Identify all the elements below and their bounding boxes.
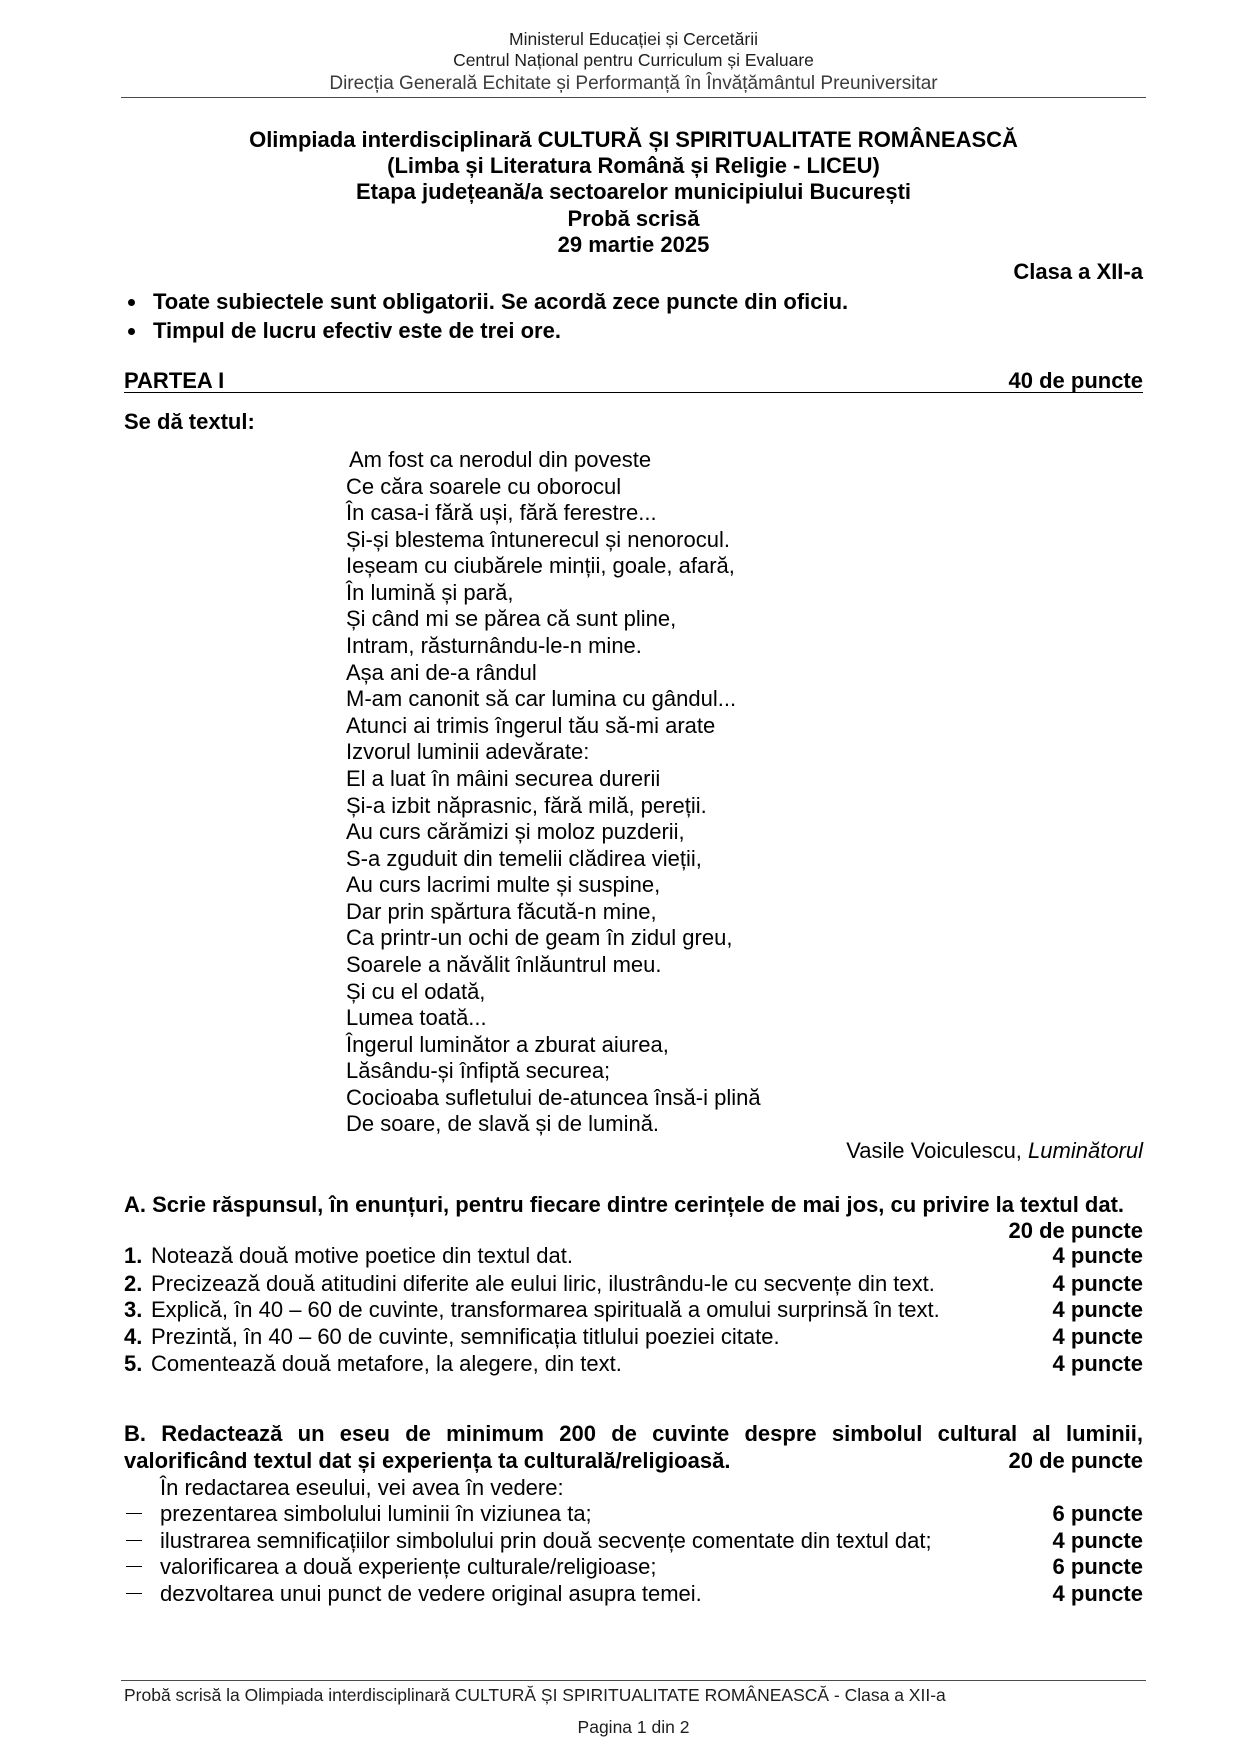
criteria-item — [124, 1501, 1143, 1527]
dash-marker — [126, 1566, 142, 1567]
task-text: Notează două motive poetice din textul dat. — [151, 1242, 573, 1268]
poem-line: De soare, de slavă și de lumină. — [346, 1111, 660, 1137]
poem-line: Atunci ai trimis îngerul tău să-mi arate — [346, 712, 716, 738]
dash-marker — [126, 1540, 142, 1541]
criteria-text: prezentarea simbolului luminii în viziunea ta; — [160, 1500, 592, 1526]
poem — [346, 447, 761, 1138]
poem-line: Ieșeam cu ciubărele minții, goale, afară, — [346, 553, 735, 579]
task-text: Precizează două atitudini diferite ale eului liric, ilustrându-le cu secvențe din text. — [151, 1270, 935, 1296]
section-b-prompt-line2-row — [124, 1448, 1143, 1474]
dash-marker — [126, 1593, 142, 1594]
criteria-item — [124, 1581, 1143, 1607]
bullet-icon — [128, 299, 135, 306]
title-stage: Etapa județeană/a sectoarelor municipiului București — [355, 179, 912, 205]
title-date: 29 martie 2025 — [557, 231, 710, 257]
task-points: 4 puncte — [1052, 1270, 1143, 1296]
poem-line: Lăsându-și înfiptă securea; — [346, 1058, 611, 1084]
instruction-item — [124, 318, 1143, 344]
criteria-text: dezvoltarea unui punct de vedere original asupra temei. — [160, 1580, 702, 1606]
criteria-item — [124, 1528, 1143, 1554]
task-item — [124, 1271, 1143, 1297]
section-b-prompt-line2: valorificând textul dat și experiența ta culturală/religioasă. — [124, 1447, 731, 1473]
poem-line: Și cu el odată, — [346, 978, 486, 1004]
task-points: 4 puncte — [1052, 1242, 1143, 1268]
poem-title: Luminătorul — [1028, 1137, 1143, 1163]
bullet-icon — [128, 328, 135, 335]
section-b-prompt-line1: B. Redactează un eseu de minimum 200 de cuvinte despre simbolul cultural al luminii, — [124, 1420, 1143, 1446]
criteria-text: valorificarea a două experiențe culturale/religioase; — [160, 1553, 657, 1579]
poem-line: Au curs lacrimi multe și suspine, — [346, 872, 661, 898]
poem-line: În lumină și pară, — [346, 579, 514, 605]
header-center: Centrul Național pentru Curriculum și Evaluare — [453, 49, 814, 70]
task-points: 4 puncte — [1052, 1350, 1143, 1376]
criteria-item — [124, 1554, 1143, 1580]
part-label: PARTEA I — [124, 368, 225, 393]
task-number: 4. — [124, 1323, 143, 1349]
task-number: 5. — [124, 1350, 143, 1376]
instruction-text: Timpul de lucru efectiv este de trei ore. — [153, 317, 561, 343]
task-item — [124, 1324, 1143, 1350]
criteria-text: ilustrarea semnificațiilor simbolului prin două secvențe comentate din textul dat; — [160, 1527, 932, 1553]
section-b-intro: În redactarea eseului, vei avea în vedere: — [160, 1474, 564, 1500]
task-text: Explică, în 40 – 60 de cuvinte, transformarea spirituală a omului surprinsă în text. — [151, 1296, 940, 1322]
poem-line: Au curs cărămizi și moloz puzderii, — [346, 819, 685, 845]
task-number: 1. — [124, 1242, 143, 1268]
title-test-type: Probă scrisă — [567, 205, 700, 231]
instruction-item — [124, 289, 1143, 315]
title-olympiad: Olimpiada interdisciplinară CULTURĂ ȘI SPIRITUALITATE ROMÂNEASCĂ — [249, 127, 1018, 152]
poem-line: Și-și blestema întunerecul și nenorocul. — [346, 526, 730, 552]
dash-marker — [126, 1513, 142, 1514]
grade-label: Clasa a XII-a — [1013, 259, 1143, 284]
page-number: Pagina 1 din 2 — [577, 1716, 690, 1737]
poem-line: Ce căra soarele cu oborocul — [346, 473, 622, 499]
poem-line: Dar prin spărtura făcută-n mine, — [346, 898, 657, 924]
poem-line: Am fost ca nerodul din poveste — [349, 447, 652, 472]
footer-text: Probă scrisă la Olimpiada interdisciplinară CULTURĂ ȘI SPIRITUALITATE ROMÂNEASCĂ - Clasa a XII-a — [124, 1685, 946, 1705]
poem-line: S-a zguduit din temelii clădirea vieții, — [346, 845, 702, 871]
criteria-points: 6 puncte — [1052, 1500, 1143, 1526]
criteria-points: 4 puncte — [1052, 1527, 1143, 1553]
task-item — [124, 1243, 1143, 1269]
header-ministry: Ministerul Educației și Cercetării — [509, 29, 758, 49]
poem-line: Și când mi se părea că sunt pline, — [346, 606, 677, 632]
instruction-text: Toate subiectele sunt obligatorii. Se acordă zece puncte din oficiu. — [153, 289, 849, 314]
part-points: 40 de puncte — [1008, 368, 1143, 393]
poem-line: Îngerul luminător a zburat aiurea, — [346, 1031, 669, 1057]
criteria-points: 4 puncte — [1052, 1580, 1143, 1606]
poem-line: Așa ani de-a rândul — [346, 659, 537, 685]
poem-line: Cocioaba sufletului de-atuncea însă-i plină — [346, 1084, 761, 1110]
poem-line: M-am canonit să car lumina cu gândul... — [346, 686, 737, 712]
task-text: Comentează două metafore, la alegere, din text. — [151, 1350, 622, 1376]
text-intro: Se dă textul: — [124, 409, 255, 434]
poem-line: Și-a izbit năprasnic, fără milă, pereții. — [346, 792, 707, 818]
footer-rule — [121, 1680, 1146, 1681]
poem-line: În casa-i fără uși, fără ferestre... — [346, 500, 657, 526]
header-rule — [121, 97, 1146, 98]
section-a-points: 20 de puncte — [1008, 1217, 1143, 1243]
task-text: Prezintă, în 40 – 60 de cuvinte, semnificația titlului poeziei citate. — [151, 1323, 780, 1349]
header-directorate: Direcția Generală Echitate și Performanță în Învățământul Preuniversitar — [329, 73, 938, 94]
section-b-points: 20 de puncte — [1008, 1447, 1143, 1473]
task-item — [124, 1297, 1143, 1323]
task-points: 4 puncte — [1052, 1323, 1143, 1349]
part-heading — [124, 369, 1143, 393]
criteria-points: 6 puncte — [1052, 1553, 1143, 1579]
title-block — [124, 127, 1143, 258]
poem-attribution — [846, 1138, 1143, 1164]
title-subjects: (Limba și Literatura Română și Religie - LICEU) — [387, 153, 880, 179]
poem-line: El a luat în mâini securea durerii — [346, 765, 661, 791]
task-item — [124, 1351, 1143, 1377]
poem-line: Izvorul luminii adevărate: — [346, 739, 590, 765]
task-number: 2. — [124, 1270, 143, 1296]
poem-line: Intram, răsturnându-le-n mine. — [346, 633, 642, 659]
section-a-prompt: A. Scrie răspunsul, în enunțuri, pentru fiecare dintre cerințele de mai jos, cu privire la textul dat. — [124, 1191, 1125, 1217]
poem-line: Ca printr-un ochi de geam în zidul greu, — [346, 925, 733, 951]
poem-line: Soarele a năvălit înlăuntrul meu. — [346, 951, 662, 977]
poem-line: Lumea toată... — [346, 1005, 487, 1031]
task-points: 4 puncte — [1052, 1296, 1143, 1322]
poem-author: Vasile Voiculescu, — [846, 1137, 1029, 1163]
task-number: 3. — [124, 1296, 143, 1322]
